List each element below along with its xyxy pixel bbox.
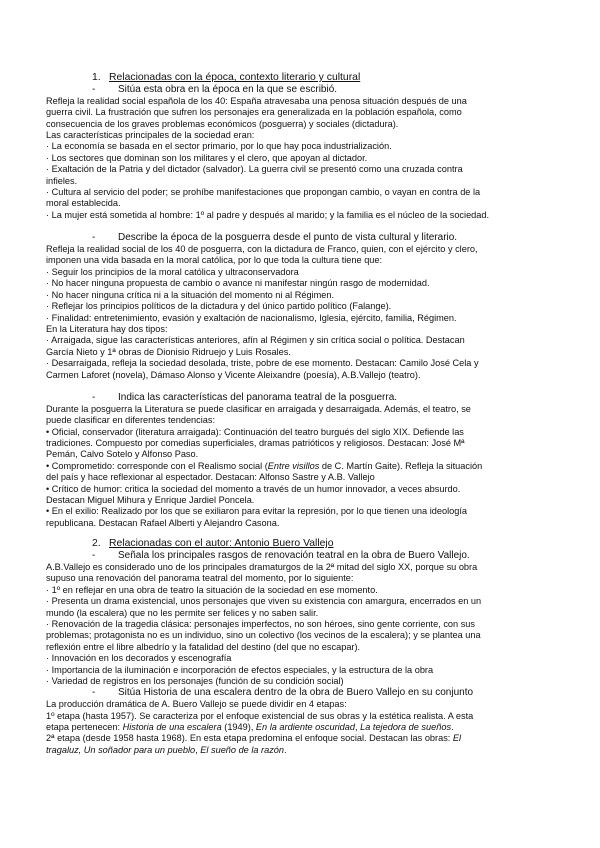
- question-text: Indica las características del panorama teatral de la posguerra.: [118, 391, 398, 403]
- question-text: Sitúa esta obra en la época en la que se escribió.: [118, 84, 338, 95]
- text-line: • En el exilio: Realizado por los que se exiliaron para evitar la represión, por lo que tienen una ideología: [46, 506, 467, 517]
- text-line: • Crítico de humor: critica la sociedad del momento a través de un humor innovador, a veces absurdo.: [46, 483, 461, 494]
- text-run: • Comprometido: corresponde con el Realismo social (: [46, 460, 268, 471]
- text-line: Las características principales de la sociedad eran:: [46, 130, 255, 141]
- dash-bullet: -: [92, 550, 96, 562]
- italic-title: tragaluz, Un soñador para un pueblo: [46, 744, 196, 755]
- question-text: Describe la época de la posguerra desde el punto de vista cultural y literario.: [118, 232, 458, 244]
- text-run: 2ª etapa (desde 1958 hasta 1968). En esta etapa predomina el enfoque social. Destacan las obras:: [46, 733, 453, 744]
- text-run: de C. Martín Gaite). Refleja la situación: [319, 460, 483, 471]
- text-run: (1949),: [221, 722, 256, 733]
- text-line: [46, 745, 556, 756]
- text-line: · La economía se basada en el sector primario, por lo que hay poca industrialización.: [46, 141, 392, 152]
- italic-title: La tejedora de sueños: [360, 722, 452, 733]
- text-line: · Importancia de la iluminación e incorporación de efectos especiales, y la estructura de la obra: [46, 664, 434, 675]
- text-line: · Presenta un drama existencial, unos personajes que viven su existencia con amargura, encerrados en un: [46, 596, 482, 607]
- text-run: ,: [355, 722, 361, 733]
- text-line: imponen una vida basada en la moral católica, por lo que toda la cultura tiene que:: [46, 255, 383, 266]
- text-line: · Exaltación de la Patria y del dictador (salvador). La guerra civil se presentó como una cruzada contra: [46, 164, 463, 175]
- question-heading: [46, 392, 556, 404]
- text-line: tradiciones. Compuesto por comedias superficiales, dramas patrióticos y religiosos. Destacan: José Mª: [46, 437, 465, 448]
- text-line: · Finalidad: entretenimiento, evasión y exaltación de nacionalismo, Iglesia, ejército, familia, Régimen.: [46, 312, 457, 323]
- question-text: Señala los principales rasgos de renovación teatral en la obra de Buero Vallejo.: [118, 550, 470, 562]
- text-line: En la Literatura hay dos tipos:: [46, 323, 168, 334]
- text-line: del país y hace reflexionar al espectador. Destacan: Alfonso Sastre y A.B. Vallejo: [46, 472, 375, 483]
- text-line: mundo (la escalera) que no les permite ser felices y no saben salir.: [46, 607, 319, 618]
- text-run: .: [451, 722, 454, 733]
- question-heading: [46, 84, 556, 96]
- section-number: 1.: [92, 72, 101, 83]
- text-line: reflexión entre el libre albedrío y la fatalidad del destino (del que no escapar).: [46, 641, 361, 652]
- question-text: Sitúa Historia de una escalera dentro de la obra de Buero Vallejo en su conjunto: [118, 687, 474, 699]
- text-line: · Seguir los principios de la moral católica y ultraconservadora: [46, 266, 299, 277]
- text-line: consecuencia de los graves problemas económicos (posguerra) y sociales (dictadura).: [46, 118, 399, 129]
- text-line: Refleja la realidad social de los 40 de posguerra, con la dictadura de Franco, quien, con el ejército y clero,: [46, 244, 478, 255]
- question-heading: [46, 687, 556, 699]
- dash-bullet: -: [92, 84, 96, 95]
- section-title: Relacionadas con el autor: Antonio Buero Vallejo: [109, 538, 334, 550]
- dash-bullet: -: [92, 391, 96, 403]
- text-line: · Renovación de la tragedia clásica: personajes imperfectos, no son héroes, sino gente corriente, con sus: [46, 619, 475, 630]
- dash-bullet: -: [92, 687, 96, 699]
- text-line: · Arraigada, sigue las características anteriores, afín al Régimen y sin crítica social o política. Destacan: [46, 335, 465, 346]
- text-line: guerra civil. La frustración que sufren los personajes era generalizada en la población española, como: [46, 107, 462, 118]
- section-title: Relacionadas con la época, contexto literario y cultural: [109, 72, 361, 83]
- section-2-heading: [46, 538, 556, 550]
- answer-block: [46, 562, 556, 687]
- text-line: La producción dramática de A. Buero Vallejo se puede dividir en 4 etapas:: [46, 699, 347, 710]
- text-line: · Los sectores que dominan son los militares y el clero, que apoyan al dictador.: [46, 152, 368, 163]
- text-line: · Reflejar los principios políticos de la dictadura y del único partido político (Falange).: [46, 301, 392, 312]
- text-line: · Cultura al servicio del poder; se prohíbe manifestaciones que propongan cambio, o vayan en contra de la: [46, 187, 481, 198]
- italic-title: En la ardiente oscuridad: [255, 722, 356, 733]
- text-line: puede clasificar en diferentes tendencias:: [46, 415, 216, 426]
- text-line: [46, 461, 556, 472]
- text-line: 1º etapa (hasta 1957). Se caracteriza por el enfoque existencial de sus obras y la estética realista. A esta: [46, 710, 474, 721]
- answer-block: [46, 699, 556, 756]
- text-line: Destacan Miguel Mihura y Enrique Jardiel Poncela.: [46, 494, 255, 505]
- text-line: A.B.Vallejo es considerado uno de los principales dramaturgos de la 2ª mitad del siglo XX, porque su obra: [46, 562, 478, 572]
- text-line: · Innovación en los decorados y escenografía: [46, 653, 232, 664]
- text-line: Durante la posguerra la Literatura se puede clasificar en arraigada y desarraigada. Además, el teatro, se: [46, 403, 471, 414]
- italic-title: Historia de una escalera: [122, 722, 222, 733]
- text-line: · Desarraigada, refleja la sociedad desolada, triste, pobre de ese momento. Destacan: Camilo José Cela y: [46, 358, 479, 369]
- question-heading: [46, 550, 556, 562]
- text-line: [46, 733, 556, 744]
- italic-title: El sueño de la razón: [200, 744, 285, 755]
- text-line: · No hacer ninguna propuesta de cambio o avance ni manifestar ningún rasgo de modernidad.: [46, 278, 430, 289]
- text-line: • Oficial, conservador (literatura arraigada): Continuación del teatro burgués del siglo XIX. Defiende las: [46, 426, 464, 437]
- section-number: 2.: [92, 538, 101, 550]
- answer-block: [46, 404, 556, 529]
- text-line: [46, 722, 556, 733]
- text-line: problemas; protagonista no es un individuo, sino un colectivo (los vecinos de la escalera); y se plantea una: [46, 630, 481, 641]
- text-line: republicana. Destacan Rafael Alberti y Alejandro Casona.: [46, 517, 280, 528]
- section-1-heading: [46, 72, 556, 84]
- text-line: · 1º en reflejar en una obra de teatro la situación de la sociedad en ese momento.: [46, 584, 378, 595]
- text-line: Refleja la realidad social española de los 40: España atravesaba una penosa situación después de una: [46, 95, 467, 106]
- text-run: ,: [195, 744, 201, 755]
- text-line: · Variedad de registros en los personajes (función de su condición social): [46, 676, 344, 687]
- question-heading: [46, 232, 556, 244]
- text-line: · La mujer está sometida al hombre: 1º al padre y después al marido; y la familia es el núcleo de la sociedad.: [46, 209, 490, 220]
- dash-bullet: -: [92, 232, 96, 244]
- italic-title: El: [452, 733, 462, 744]
- text-line: supuso una renovación del panorama teatral del momento, por lo siguiente:: [46, 573, 354, 584]
- answer-block: [46, 96, 556, 221]
- text-run: etapa pertenecen:: [46, 722, 123, 733]
- text-line: Pemán, Calvo Sotelo y Alfonso Paso.: [46, 449, 199, 460]
- text-line: Carmen Laforet (novela), Dámaso Alonso y Vicente Aleixandre (poesía), A.B.Vallejo (teatro).: [46, 369, 421, 380]
- text-run: .: [284, 744, 287, 755]
- answer-block: [46, 244, 556, 381]
- text-line: moral establecida.: [46, 198, 121, 209]
- text-line: · No hacer ninguna crítica ni a la situación del momento ni al Régimen.: [46, 289, 335, 300]
- text-line: infieles.: [46, 175, 78, 186]
- text-line: García Nieto y 1ª obras de Dionisio Ridruejo y Luis Rosales.: [46, 346, 291, 357]
- document-page: [46, 72, 556, 756]
- italic-title: Entre visillos: [267, 460, 320, 471]
